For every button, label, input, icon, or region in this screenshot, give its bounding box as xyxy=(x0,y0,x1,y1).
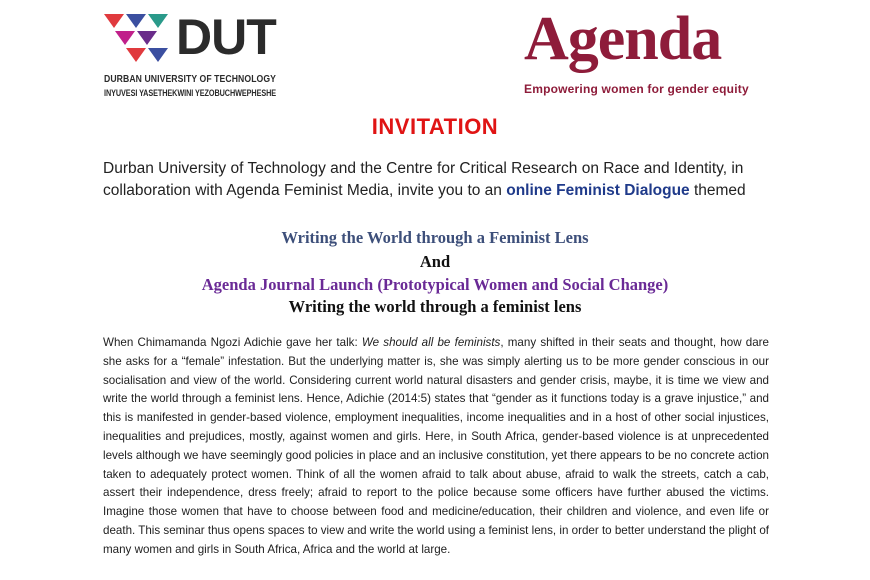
body-rest: , many shifted in their seats and thought, how dare she asks for a “female” infestation. But the underlying matter is, she was simply alerting us to be more gender conscious in our socialisation and view of the world. Considering current world natural disasters and gender crisis, maybe, it is time we view and write the world through a feminist lens. Hence, Adichie (2014:5) states that “gender as it functions today is a grave injustice,” and this is manifested in gender-based violence, employment inequalities, income inequalities and in a host of other social injustices, inequalities and prejudices, mostly, against women and girls. Here, in South Africa, gender-based violence is at unprecedented levels although we have seemingly good policies in place and an inclusive constitution, yet there appears to be no concrete action taken to adequately protect women. Think of all the women afraid to talk about abuse, afraid to walk the streets, catch a cab, assert their independence, dress freely; afraid to report to the police because some officers have further abused the victims. Imagine those women that have to choose between food and medicine/education, their children and violence, and even life or death. This seminar thus opens spaces to view and write the world using a feminist lens, in order to better understand the plight of many women and girls in South Africa, Africa and the world at large. xyxy=(103,336,769,556)
title-line-1: Writing the World through a Feminist Lens xyxy=(281,228,589,247)
intro-text-before: Durban University of Technology and the Centre for Critical Research on Race and Identity, in collaboration with Agenda Feminist Media, invite you to an xyxy=(103,160,744,199)
intro-paragraph xyxy=(103,158,783,202)
title-line-3: Agenda Journal Launch (Prototypical Women and Social Change) xyxy=(201,275,669,294)
dut-triangles-icon xyxy=(104,14,170,66)
title-line-2: And xyxy=(419,252,451,271)
dut-logo xyxy=(104,9,284,100)
agenda-tagline: Empowering women for gender equity xyxy=(524,82,749,96)
body-italic-title: We should all be feminists xyxy=(361,336,501,349)
body-paragraph xyxy=(103,334,769,560)
intro-highlight: online Feminist Dialogue xyxy=(506,182,690,199)
agenda-logo xyxy=(522,5,762,104)
invitation-heading: INVITATION xyxy=(371,114,499,139)
dut-wordmark: DUT xyxy=(176,9,276,65)
dut-name-zulu: INYUVESI YASETHEKWINI YEZOBUCHWEPHESHE xyxy=(104,88,277,98)
intro-text-after: themed xyxy=(689,182,746,199)
dut-name-english: DURBAN UNIVERSITY OF TECHNOLOGY xyxy=(104,74,277,85)
agenda-wordmark: Agenda xyxy=(524,5,722,73)
title-line-4: Writing the world through a feminist lens xyxy=(288,297,582,316)
body-start: When Chimamanda Ngozi Adichie gave her talk: xyxy=(103,336,362,349)
